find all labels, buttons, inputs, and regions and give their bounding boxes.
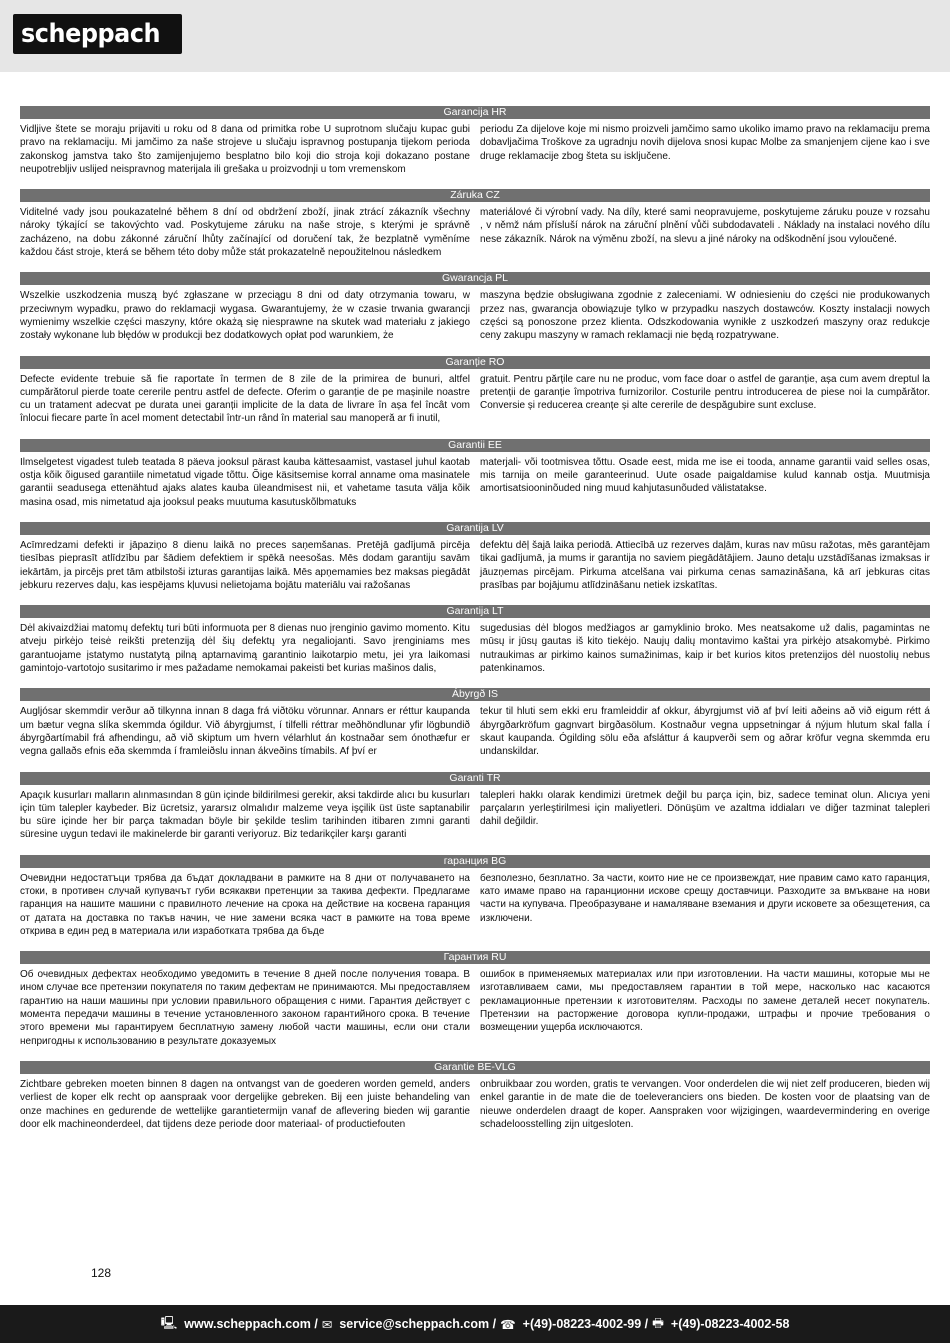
section-body [20, 119, 930, 176]
footer-email: service@scheppach.com / [339, 1317, 497, 1331]
section-text-left: Augljósar skemmdir verður að tilkynna innan 8 daga frá viðtöku vörunnar. Annars er réttur kaupanda um bætur vegna slíka skemmda ógildur. Við ábyrgjumst, í tilfelli réttrar meðhöndlunar yfir lögbundið ábyrgðartímabil frá afhendingu, að við skiptum um hvern vélarhlut án kostnaðar sem ónothæfur er vegna gallaðs efnis eða skemmda í framleiðslu innan ákveðins tímabils. Af því er [20, 706, 470, 758]
section-text-left: Apaçık kusurları malların alınmasından 8 gün içinde bildirilmesi gerekir, aksi takdirde alıcı bu kusurları için tüm talepler kaybeder. Biz ücretsiz, yararsız olmalıdır malzeme veya işçilik üst üste saptanabilir bu süre içinde her bir parça takmadan böyle bir şekilde teslim tarihinden itibaren zımni garanti süresine uygun tedavi ile makinelerde bir garanti veriyoruz. Biz tedarikçiler karşı garanti [20, 789, 470, 841]
section-title: Garantie BE-VLG [20, 1061, 930, 1074]
section-body [20, 202, 930, 259]
section-title: гаранция BG [20, 855, 930, 868]
section-body [20, 535, 930, 592]
section-text-right: talepleri hakkı olarak kendimizi üretmek değil bu parça için, biz, sadece teminat olun. Alıcıya yeni parçaların yerleştirilmesi için maliyetleri. Dönüşüm ve azaltma iddiaları ve diğer tazminat talepleri dahil değildir. [480, 789, 930, 828]
section-text-left: Ilmselgetest vigadest tuleb teatada 8 päeva jooksul pärast kauba kättesaamist, vastasel juhul kaotab ostja kõik õigused garantiile nimetatud vigade tõttu. Õige käsitsemise korral anname oma masinatele garantii seadusega ettenähtud ajaks alates kauba üleandmisest nii, et vahetame tasuta välja kõik masina osad, mis nimetatud aja jooksul peaks muutuma kasutuskõlbmatuks [20, 456, 470, 508]
section-title: Garanti TR [20, 772, 930, 785]
section-text-right: безполезно, безплатно. За части, които ние не се произвеждат, ние правим само като гаранция, като имаме право на гаранционни искове срещу доставчици. Разходите за вмъкване на нови части на купувача. Преобразуване и намаляване вземания и други исковете за обезщетения, са изключени. [480, 872, 930, 924]
warranty-section [20, 356, 930, 426]
section-body [20, 452, 930, 509]
footer-phone: +(49)-08223-4002-99 / [522, 1317, 649, 1331]
section-text-left: Zichtbare gebreken moeten binnen 8 dagen na ontvangst van de goederen worden gemeld, anders verliest de koper elk recht op aanspraak voor dergelijke gebreken. Bij een juiste behandeling van onze machines en gedurende de wettelijke garantietermijn vanaf de aflevering bieden wij garantie door elk machineonderdeel, dat tijdens deze periode door materiaal- of productiefouten [20, 1078, 470, 1130]
page-footer [0, 1305, 950, 1343]
mail-icon: ✉ [321, 1317, 333, 1332]
warranty-section [20, 855, 930, 938]
section-body [20, 285, 930, 342]
section-body [20, 701, 930, 758]
fax-icon: 🖶 [652, 1315, 664, 1330]
section-text-left: Dėl akivaizdžiai matomų defektų turi būti informuota per 8 dienas nuo įrenginio gavimo momento. Kitu atveju pirkėjo teisė reikšti pretenziją dėl šių defektų yra negaliojanti. Savo įrenginiams mes garantuojame įstatymo nustatytą pilną aptarnavimą garantinio laikotarpio metu, jei yra laikomasi gamintojo-vartotojo susitarimo ir mes pažadame nemokamai pakeisti bet kurias mašinos dalis, [20, 623, 470, 675]
section-body [20, 964, 930, 1048]
section-body [20, 785, 930, 842]
footer-website: www.scheppach.com / [184, 1317, 318, 1331]
section-title: Gwarancja PL [20, 272, 930, 285]
section-body [20, 369, 930, 426]
section-text-right: tekur til hluti sem ekki eru framleiddir af okkur, ábyrgjumst við af því leiti aðeins að við eigum rétt á ábyrgðarkröfum gagnvart birgðasölum. Kostnaður vegna uppsetningar á nýjum hlutum skal falla í skaut kaupanda. Ógilding sölu eða afsláttur á kaupverði sem og aðrar kröfur vegna skemmda eru undanskildar. [480, 706, 930, 758]
section-text-left: Об очевидных дефектах необходимо уведомить в течение 8 дней после получения товара. В ином случае все претензии покупателя по таким дефектам не принимаются. Мы предоставляем гарантию на наши машины при условии правильного обращения с ними. Гарантия действует с момента передачи машины в течение установленного законом гарантийного срока. В течение этого времени мы гарантируем бесплатную замену любой части машины, если они стали непригодны к использованию в результате доказуемых [20, 969, 470, 1047]
monitor-icon: 🖳 [160, 1315, 178, 1330]
warranty-section [20, 189, 930, 259]
warranty-section [20, 522, 930, 592]
section-text-left: Viditelné vady jsou poukazatelné během 8 dní od obdržení zboží, jinak ztrácí zákazník všechny nároky týkající se takovýchto vad. Poskytujeme záruku na naše stroje, s kterými je správně zacházeno, na dobu zákonné záruční lhůty začínající od doručení tak, že bezplatně vyměníme každou část stroje, která se během této doby může stát prokazatelně nepoužitelnou následkem [20, 207, 470, 259]
section-title: Garantii EE [20, 439, 930, 452]
phone-icon: ☎ [500, 1317, 516, 1332]
section-text-left: Wszelkie uszkodzenia muszą być zgłaszane w przeciągu 8 dni od daty otrzymania towaru, w przeciwnym wypadku, prawo do reklamacji wygasa. Gwarantujemy, że w czasie trwania gwarancji wymienimy wszelkie części maszyny, które okażą się niesprawne na skutek wad materiału z jakiego zostały wykonane lub błędów w produkcji bez dodatkowych opłat pod warunkiem, że [20, 290, 470, 342]
section-text-right: periodu Za dijelove koje mi nismo proizveli jamčimo samo ukoliko imamo pravo na reklamaciju prema dobavljačima Troškove za ugradnju novih dijelova snosi kupac Molbe za smanjenjem cijene kao i sve druge reklamacije zbog šteta su isključene. [480, 124, 930, 162]
section-text-right: sugedusias dėl blogos medžiagos ar gamyklinio broko. Mes neatsakome už dalis, pagamintas ne mūsų ir jūsų gautas iš kito tiekėjo. Naujų dalių montavimo kaštai yra pirkėjo atsakomybė. Pirkimo nutraukimas ar pirkimo kainos sumažinimas, kaip ir bet kurios kitos pretenzijos dėl nuostolių nebus patenkinamos. [480, 623, 930, 675]
section-body [20, 1074, 930, 1131]
section-title: Garancija HR [20, 106, 930, 119]
section-title: Garantija LT [20, 605, 930, 618]
warranty-section [20, 272, 930, 342]
warranty-section [20, 439, 930, 509]
warranty-section [20, 688, 930, 758]
warranty-section [20, 605, 930, 675]
page-number: 128 [91, 1266, 112, 1280]
brand-logo [13, 14, 182, 54]
section-text-right: materiálové či výrobní vady. Na díly, které sami neopravujeme, poskytujeme záruku pouze v rozsahu , v němž nám přísluší nárok na záruční plnění vůči subdodavateli . Náklady na instalaci nového dílu nese zákazník. Nárok na výměnu zboží, na slevu a jiné nároky na odškodnění jsou vyloučené. [480, 207, 930, 245]
footer-fax: +(49)-08223-4002-58 [670, 1317, 790, 1331]
section-title: Záruka CZ [20, 189, 930, 202]
section-text-right: ошибок в применяемых материалах или при изготовлении. На части машины, которые мы не изготавливаем сами, мы предоставляем гарантии в той мере, насколько нас касаются рекламационные претензии к изготовителям. Расходы по замене деталей несет покупатель. Претензии на расторжение договора купли-продажи, штрафы и прочие требования о возмещении ущерба исключаются. [480, 969, 930, 1034]
warranty-section [20, 106, 930, 176]
section-text-right: onbruikbaar zou worden, gratis te vervangen. Voor onderdelen die wij niet zelf produceren, bieden wij enkel garantie in de mate die de toeleveranciers ons bieden. De kosten voor de plaatsing van de nieuwe onderdelen draagt de koper. Aanspraken voor wijzigingen, waardevermindering en overige schadeloosstelling zijn uitgesloten. [480, 1078, 930, 1130]
section-text-left: Acīmredzami defekti ir jāpaziņo 8 dienu laikā no preces saņemšanas. Pretējā gadījumā pircēja tiesības pieprasīt atlīdzību par šādiem defektiem ir spēkā neesošas. Mēs dodam garantiju savām iekārtām, ja pircējs pret tām atbilstoši izturas garantijas laikā. Mēs apņemamies bez maksas piegādāt jebkuru rezerves daļu, kas iespējams kļuvusi nelietojama bojātu materiālu vai ražošanas [20, 539, 470, 591]
brand-logo-text: scheppach [21, 19, 161, 49]
section-text-right: materjali- või tootmisvea tõttu. Osade eest, mida me ise ei tooda, anname garantii vaid selles osas, mis tarnija on meile garanteerinud. Uute osade paigaldamise kulud kannab ostja. Muutmisja amortisatsiooninõuded ning muud kahjutasunõuded välistatakse. [480, 456, 930, 495]
section-title: Гарантия RU [20, 951, 930, 964]
warranty-section [20, 772, 930, 842]
warranty-section [20, 951, 930, 1048]
section-title: Garanție RO [20, 356, 930, 369]
section-title: Garantija LV [20, 522, 930, 535]
section-text-right: maszyna będzie obsługiwana zgodnie z zaleceniami. W odniesieniu do części nie produkowanych przez nas, gwarancja obowiązuje tylko w przypadku naszych dostawców. Koszty instalacji nowych części są ponoszone przez klienta. Odszkodowania wynikłe z uszkodzeń maszyny oraz redukcje ceny zakupu maszyny w ramach reklamacji nie będą rozpatrywane. [480, 290, 930, 342]
section-text-left: Vidljive štete se moraju prijaviti u roku od 8 dana od primitka robe U suprotnom slučaju kupac gubi pravo na reklamaciju. Mi jamčimo za naše strojeve u slučaju ispravnog postupanja tijekom perioda zakonskog jamstva tako što zamijenjujemo besplatno bilo koji dio stroja koji dokazano postane neupotrebljiv uslijed neispravnog materijala ili grešaka u proizvodnji u tom vremenskom [20, 124, 470, 175]
section-text-right: gratuit. Pentru părțile care nu ne produc, vom face doar o astfel de garanție, așa cum avem dreptul la pretenții de garanție împotriva furnizorilor. Costurile pentru introducerea de piese noi la cumpărător. Conversie și reducerea creanțe și alte cererile de despăgubire sunt excluse. [480, 373, 930, 412]
section-text-right: defektu dēļ šajā laika periodā. Attiecībā uz rezerves daļām, kuras nav mūsu ražotas, mēs garantējam tikai gadījumā, ja mums ir garantija no saviem piegādātājiem. Jauno detaļu uzstādīšanas izmaksas ir jāuzņemas pircējam. Pirkuma atcelšana vai pirkuma cenas samazināšana, kā arī jebkuras citas prasības par bojājumu atlīdzināšanu netiek izskatītas. [480, 539, 930, 591]
page-header [0, 0, 950, 72]
section-body [20, 618, 930, 675]
section-body [20, 868, 930, 938]
warranty-content [20, 106, 930, 1144]
section-text-left: Очевидни недостатъци трябва да бъдат докладвани в рамките на 8 дни от получаването на стоки, в противен случай купувачът губи всякакви претенции за такива дефекти. Предлагаме гаранция на нашите машини с правилното лечение на срока на действие на косвена гаранция от датата на доставка по такъв начин, че ние замени всяка част в рамките на това време открива в един ред в материала или изработката трябва да бъде [20, 872, 470, 937]
section-text-left: Defecte evidente trebuie să fie raportate în termen de 8 zile de la primirea de bunuri, altfel cumpărătorul pierde toate cererile pentru astfel de defecte. Oferim o garanție de pe mașinile noastre cu un tratament adecvat pe durata unei garanții implicite de la data de livrare în așa fel încât vom înlocui fiecare parte în acel moment detectabil într-un rând în material sau manoperă ar fi inutil, [20, 373, 470, 425]
section-title: Ábyrgð IS [20, 688, 930, 701]
warranty-section [20, 1061, 930, 1131]
